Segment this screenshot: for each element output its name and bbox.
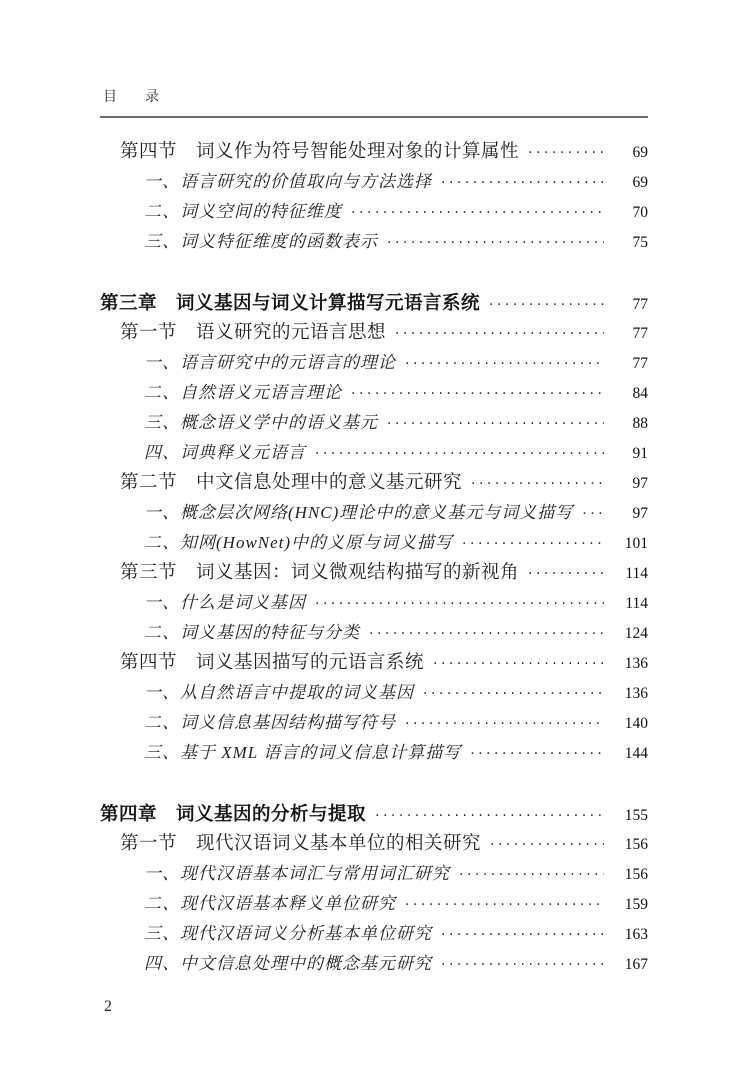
toc-entry-title: 二、自然语义元语言理论 [144,383,342,402]
toc-entry [100,618,648,648]
toc-entry [100,227,648,257]
dot-leader [528,559,604,589]
toc-entry-page: 97 [632,475,648,492]
toc-entry [100,348,648,378]
toc-entry-title: 一、概念层次网络(HNC)理论中的意义基元与词义描写 [144,503,574,522]
toc-entry [100,648,648,678]
toc-entry-title: 四、词典释义元语言 [144,443,306,462]
dot-leader [315,589,604,619]
toc-entry-page: 163 [624,926,648,943]
toc-entry-page: 144 [624,745,648,762]
toc-entry-title: 第三章 词义基因与词义计算描写元语言系统 [100,292,481,313]
toc-entry [100,859,648,889]
dot-leader [369,619,604,649]
toc-entry-page: 114 [625,565,648,582]
toc-entry-page: 155 [624,807,648,824]
dot-leader [423,679,604,709]
toc-entry-title: 三、概念语义学中的语义基元 [144,413,378,432]
toc-entry [100,588,648,618]
toc-entry-title: 一、什么是词义基因 [144,593,306,612]
toc-entry-page: 88 [632,415,648,432]
toc-entry [100,708,648,738]
toc-entry-page: 97 [632,505,648,522]
dot-leader [387,228,604,258]
dot-leader [470,739,604,769]
dot-leader [395,319,604,349]
toc-entry-title: 二、词义信息基因结构描写符号 [144,713,396,732]
dot-leader [351,379,604,409]
toc-entry-page: 101 [624,535,648,552]
dot-leader [528,138,604,168]
dot-leader [582,499,604,529]
dot-leader [462,529,604,559]
toc-entry-title: 三、现代汉语词义分析基本单位研究 [144,924,432,943]
dot-leader [433,649,604,679]
dot-leader [315,439,604,469]
dot-leader [405,890,604,920]
dot-leader [441,168,604,198]
header-rule [100,116,648,118]
toc-entry-title: 第一节 现代汉语词义基本单位的相关研究 [120,834,482,854]
toc-entry-title: 第一节 语义研究的元语言思想 [120,323,387,343]
dot-leader [405,709,604,739]
toc-entry [100,408,648,438]
toc-entry [100,889,648,919]
toc-entry [100,288,648,318]
dot-leader [405,349,604,379]
toc-entry-page: 159 [624,896,648,913]
toc-entry-page: 136 [624,655,648,672]
toc-entry-page: 167 [624,956,648,973]
toc-entry [100,378,648,408]
toc-entry [100,799,648,829]
running-header: 目 录 [103,90,166,105]
toc-entry [100,528,648,558]
toc-entry-page: 75 [632,234,648,251]
toc-entry-title: 一、语言研究中的元语言的理论 [144,353,396,372]
toc-entry-title: 三、基于 XML 语言的词义信息计算描写 [144,743,462,762]
toc-entry [100,438,648,468]
toc-entry-page: 77 [632,355,648,372]
toc-entry-title: 第四节 词义基因描写的元语言系统 [120,653,425,673]
toc-entry-title: 第四节 词义作为符号智能处理对象的计算属性 [120,142,520,162]
toc-entry [100,197,648,227]
toc-entry [100,137,648,167]
toc-entry [100,829,648,859]
toc-entry-title: 二、知网(HowNet)中的义原与词义描写 [144,533,454,552]
toc-entry-title: 三、词义特征维度的函数表示 [144,232,378,251]
toc-entry [100,949,648,979]
toc-entry [100,318,648,348]
toc-list [100,137,648,979]
toc-entry-title: 一、语言研究的价值取向与方法选择 [144,172,432,191]
toc-entry [100,167,648,197]
toc-entry-page: 69 [632,174,648,191]
toc-entry-title: 第二节 中文信息处理中的意义基元研究 [120,473,463,493]
toc-entry [100,919,648,949]
toc-entry-page: 156 [624,866,648,883]
dot-leader [489,290,604,320]
toc-entry [100,678,648,708]
dot-leader [351,198,604,228]
dot-leader [387,409,604,439]
dot-leader [459,860,604,890]
toc-entry-page: 77 [632,296,648,313]
toc-entry [100,558,648,588]
dot-leader [490,830,604,860]
toc-entry [100,498,648,528]
toc-entry-page: 70 [632,204,648,221]
toc-entry-page: 69 [632,144,648,161]
toc-entry-page: 140 [624,715,648,732]
toc-entry-title: 一、现代汉语基本词汇与常用词汇研究 [144,864,450,883]
toc-entry-title: 二、词义空间的特征维度 [144,202,342,221]
toc-entry-title: 四、中文信息处理中的概念基元研究 [144,954,432,973]
toc-entry-title: 第三节 词义基因：词义微观结构描写的新视角 [120,563,520,583]
toc-entry [100,738,648,768]
toc-entry-title: 二、词义基因的特征与分类 [144,623,360,642]
toc-entry-page: 84 [632,385,648,402]
toc-entry-title: 第四章 词义基因的分析与提取 [100,803,367,824]
toc-entry-title: 二、现代汉语基本释义单位研究 [144,894,396,913]
toc-entry-page: 114 [625,595,648,612]
dot-leader [441,950,604,980]
page-number: 2 [104,998,112,1015]
toc-entry-title: 一、从自然语言中提取的词义基因 [144,683,414,702]
toc-entry-page: 156 [624,836,648,853]
toc-entry-page: 124 [624,625,648,642]
dot-leader [441,920,604,950]
dot-leader [471,469,604,499]
toc-entry-page: 77 [632,325,648,342]
toc-entry-page: 136 [624,685,648,702]
dot-leader [375,801,604,831]
toc-entry-page: 91 [632,445,648,462]
toc-entry [100,468,648,498]
